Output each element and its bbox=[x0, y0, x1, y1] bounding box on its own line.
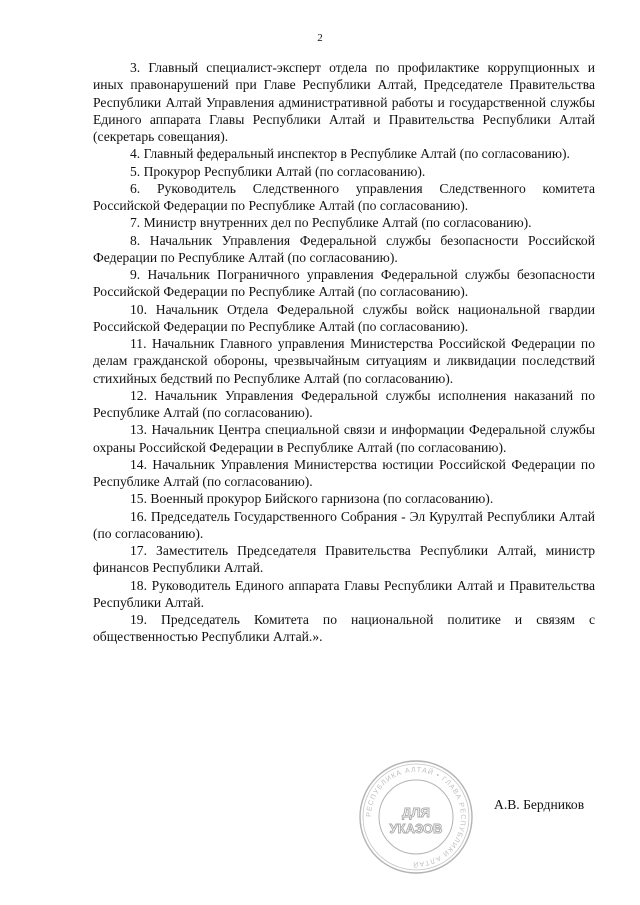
stamp-ring-text: РЕСПУБЛИКА АЛТАЙ • ГЛАВА РЕСПУБЛИКИ АЛТАЙ bbox=[365, 766, 467, 868]
list-item: 10. Начальник Отдела Федеральной службы войск национальной гвардии Российской Федерации по Республике Алтай (по согласованию). bbox=[93, 301, 595, 334]
list-item: 15. Военный прокурор Бийского гарнизона (по согласованию). bbox=[130, 491, 494, 507]
participants-list bbox=[93, 59, 595, 646]
list-item: 18. Руководитель Единого аппарата Главы Республики Алтай и Правительства Республики Алтай. bbox=[93, 577, 595, 610]
stamp-line-2: УКАЗОВ bbox=[389, 821, 443, 836]
list-item: 4. Главный федеральный инспектор в Республике Алтай (по согласованию). bbox=[130, 146, 570, 162]
signature-name: А.В. Бердников bbox=[494, 797, 585, 812]
list-item: 14. Начальник Управления Министерства юстиции Российской Федерации по Республике Алтай (по согласованию). bbox=[93, 456, 595, 489]
list-item: 12. Начальник Управления Федеральной службы исполнения наказаний по Республике Алтай (по согласованию). bbox=[93, 387, 595, 420]
page-number: 2 bbox=[317, 32, 323, 44]
list-item: 17. Заместитель Председателя Правительства Республики Алтай, министр финансов Республики Алтай. bbox=[93, 543, 595, 576]
list-item: 11. Начальник Главного управления Министерства Российской Федерации по делам гражданской обороны, чрезвычайным ситуациям и ликвидации последствий стихийных бедствий по Республике Алтай (по согласованию). bbox=[93, 336, 595, 386]
list-item: 9. Начальник Пограничного управления Федеральной службы безопасности Российской Федерации по Республике Алтай (по согласованию). bbox=[93, 267, 595, 300]
list-item: 3. Главный специалист-эксперт отдела по профилактике коррупционных и иных правонарушений при Главе Республики Алтай, Председателе Правительства Республики Алтай Управления административной работы и государственной службы Единого аппарата Главы Республики Алтай и Правительства Республики Алтай (секретарь совещания). bbox=[93, 60, 595, 144]
list-item: 7. Министр внутренних дел по Республике Алтай (по согласованию). bbox=[130, 215, 532, 231]
list-item: 6. Руководитель Следственного управления Следственного комитета Российской Федерации по Республике Алтай (по согласованию). bbox=[93, 180, 595, 213]
official-stamp bbox=[358, 759, 474, 875]
stamp-line-1: ДЛЯ bbox=[402, 805, 430, 820]
list-item: 13. Начальник Центра специальной связи и информации Федеральной службы охраны Российской Федерации в Республике Алтай (по согласованию). bbox=[93, 422, 595, 455]
list-item: 5. Прокурор Республики Алтай (по согласованию). bbox=[130, 163, 426, 179]
list-item: 16. Председатель Государственного Собрания - Эл Курултай Республики Алтай (по согласованию). bbox=[93, 508, 595, 541]
list-item: 8. Начальник Управления Федеральной службы безопасности Российской Федерации по Республике Алтай (по согласованию). bbox=[93, 232, 595, 265]
list-item: 19. Председатель Комитета по национальной политике и связям с общественностью Республики Алтай.». bbox=[93, 612, 595, 645]
